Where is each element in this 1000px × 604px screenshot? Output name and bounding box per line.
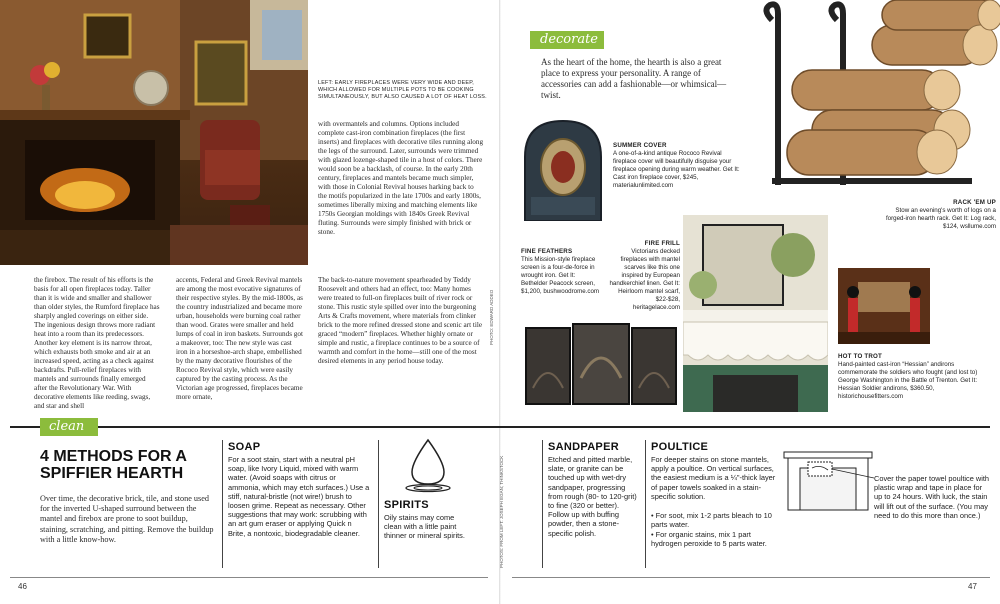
article-column-2: accents, Federal and Greek Revival mantels are among the most evocative signatures of their respective styles. By the mid-1800s, as the country industrialized and became more urban, households were burning coal rather than wood. Grates were smaller and held lumps of coal in iron baskets. Surrounds got a makeover, too: The new style was cast iron in a horseshoe-arch shape, embellished by the many decorative flourishes of the Rococo Revival style, which were easily captured by the casting process. As the Victorian age progressed, fireplaces became more ornate,: [176, 276, 303, 401]
fireplace-cover-illustration: [521, 117, 605, 221]
left-photo-credit: PHOTO: EDWARD ADDEO: [489, 289, 494, 345]
article-column-3b: The back-to-nature movement spearheaded by Teddy Roosevelt and others had an effect, too: Many homes were treated to full-on fireplaces built of river rock or stone. This rustic style spilled over into the burgeoning Arts & Crafts movement, where materials from clinker brick to the more refined dressed stone and scenic art tile graced “modern” fireplaces. Whether highly ornate or simple and rustic, a fireplace continues to be a source of warmth and comfort in the home—still one of the most desired elements in any period house today.: [318, 276, 483, 365]
clean-headline: 4 METHODS FOR A SPIFFIER HEARTH: [40, 448, 187, 482]
item-rack-em-up: [878, 199, 996, 231]
andirons-photo: [838, 268, 930, 344]
article-column-1: the firebox. The result of his efforts is the basis for all open fireplaces today. Taller than it is wide and smaller and shallower than older styles, the Rumford fireplace has sharply angled coverings on either side. The ingenious design throws more radiant heat into a room than its predecessors. Another key element is its narrow throat, which exhausts both smoke and air at an increased speed, acting as a check against backdrafts. Pull-relief fireplaces with mantels and surrounds finally emerged after the Revolutionary War. With decorative elements like reeding, swags, and star and shell: [34, 276, 160, 410]
log-rack-photo: [752, 0, 1000, 205]
poultice-bullet: • For organic stains, mix 1 part hydrogen peroxide to 5 parts water.: [651, 530, 767, 549]
andirons-illustration: [838, 268, 930, 344]
item-summer-cover: [613, 142, 743, 190]
method-text-soap: For a soot stain, start with a neutral pH soap, like Ivory Liquid, mixed with warm water. (Avoid soaps with citrus or ammonia, which may etch surfaces.) Use a stiff, natural-bristle (not wire!) brush to loosen grime. Repeat as necessary. Other suggestions that may work: scrubbing with an art gum eraser or applying Quick n Brite, a nontoxic, biodegradable cleaner.: [228, 455, 370, 538]
fire-screen-photo: [521, 318, 679, 410]
poultice-bullet-text: For organic stains, mix 1 part hydrogen peroxide to 5 parts water.: [651, 530, 767, 549]
fire-screen-illustration: [521, 318, 679, 410]
divider: [378, 440, 379, 568]
article-column-3a: with overmantels and columns. Options included complete cast-iron combination fireplaces (the first inserts) and fireplaces with decorative tiles running along the legs of the surround. Later, surrounds were trimmed with glazed lozenge-shaped tile in a host of colors. There would soon be a backlash, of course. In the early 20th century, fireplaces and mantels became much simpler, with those in Colonial Revival houses harking back to the motifs popularized in the late 1700s and early 1800s, sometimes liberally mixing and matching elements like 1750s Georgian moldings with 1840s Greek Revival fluting. Surrounds were simply finished with brick or stone.: [318, 120, 484, 236]
item-title: FINE FEATHERS: [521, 248, 573, 255]
log-rack-illustration: [752, 0, 1000, 205]
item-hot-to-trot: [838, 353, 994, 401]
item-text: Victorians decked fireplaces with mantel scarves like this one inspired by European handkerchief linen. Get It: Heirloom mantel scarf, $22-$28, heritagelace.com: [609, 248, 680, 311]
decorate-intro: As the heart of the home, the hearth is also a great place to express your personality. A range of accessories can add a fashionable—or whimsical—twist.: [541, 57, 727, 100]
photo-caption: LEFT: EARLY FIREPLACES WERE VERY WIDE AND DEEP, WHICH ALLOWED FOR MULTIPLE POTS TO BE COOKING SIMULTANEOUSLY, BUT ALSO CAUSED A LOT OF HEAT LOSS.: [318, 80, 487, 100]
hearth-room-illustration: [0, 0, 308, 265]
item-title: RACK 'EM UP: [953, 199, 996, 206]
poultice-bullet: • For soot, mix 1-2 parts bleach to 10 parts water.: [651, 511, 772, 530]
footer-rule-left: [10, 577, 488, 578]
method-title-sandpaper: SANDPAPER: [548, 441, 619, 453]
hearth-room-photo: [0, 0, 308, 265]
summer-cover-photo: [521, 117, 605, 221]
poultice-bullet-text: For soot, mix 1-2 parts bleach to 10 parts water.: [651, 511, 772, 530]
divider: [222, 440, 223, 568]
clean-label: clean: [49, 419, 85, 434]
divider: [645, 440, 646, 568]
clean-intro: Over time, the decorative brick, tile, and stone used for the inverted U-shaped surround between the mantel and firebox are prone to soot buildup, staining, scratching, and pitting. Remove the buildup with a little know-how.: [40, 494, 214, 544]
method-text-sandpaper: Etched and pitted marble, slate, or granite can be touched up with wet-dry sandpaper, progressing from rough (80- to 120-grit) to fine (320 or better). Follow up with buffing powder, then a stone-specific polish.: [548, 455, 637, 538]
poultice-mantel-illustration: [782, 450, 874, 512]
method-title-spirits: SPIRITS: [384, 499, 429, 511]
page-number-left: 46: [18, 582, 27, 591]
item-text: Hand-painted cast-iron “Hessian” andirons commemorate the soldiers who fought (and lost to) George Washington in the Battle of Trenton. Get It: Hessian Soldier andirons, $360.50, historichousefitters.com: [838, 361, 978, 400]
method-text-spirits: Oily stains may come clean with a little paint thinner or mineral spirits.: [384, 513, 465, 541]
item-text: This Mission-style fireplace screen is a four-de-force in wrought iron. Get It: Bethelder Peacock screen, $1,200, bushwoodrome.com: [521, 256, 600, 295]
method-title-poultice: POULTICE: [651, 441, 709, 453]
clean-section-rule: [10, 426, 990, 428]
divider: [542, 440, 543, 568]
method-title-soap: SOAP: [228, 441, 261, 453]
method-text-poultice: For deeper stains on stone mantels, apply a poultice. On vertical surfaces, the easiest medium is a ¼"-thick layer of paper towels soaked in a stain-specific solution.: [651, 455, 776, 501]
decorate-label: decorate: [540, 32, 599, 47]
page-number-right: 47: [968, 582, 977, 591]
item-title: FIRE FRILL: [644, 240, 680, 247]
mantel-scarf-photo: [683, 215, 828, 412]
footer-rule-right: [512, 577, 990, 578]
liquid-drop-icon: [402, 436, 454, 494]
item-text: A one-of-a-kind antique Rococo Revival fireplace cover will beautifully disguise your fireplace opening during warm weather. Get It: Cast iron fireplace cover, $245, materialunlimited.com: [613, 150, 740, 189]
mantel-scarf-illustration: [683, 215, 828, 412]
poultice-side-note: Cover the paper towel poultice with plastic wrap and tape in place for up to 24 hours. With luck, the stain will lift out of the surface. (You may need to do this more than once.): [874, 474, 990, 520]
clean-tag: [40, 418, 98, 436]
item-fire-frill: [608, 240, 680, 312]
item-title: SUMMER COVER: [613, 142, 667, 149]
item-title: HOT TO TROT: [838, 353, 883, 360]
clean-photo-credit: PHOTOS: FROM LEFT: JOSEPH EGAN; THINKSTOCK: [499, 455, 504, 568]
item-text: Stow an evening's worth of logs on a forged-iron hearth rack. Get It: Log rack, $124, wsllume.com: [885, 207, 996, 230]
decorate-tag: [530, 31, 604, 49]
item-fine-feathers: [521, 248, 601, 296]
